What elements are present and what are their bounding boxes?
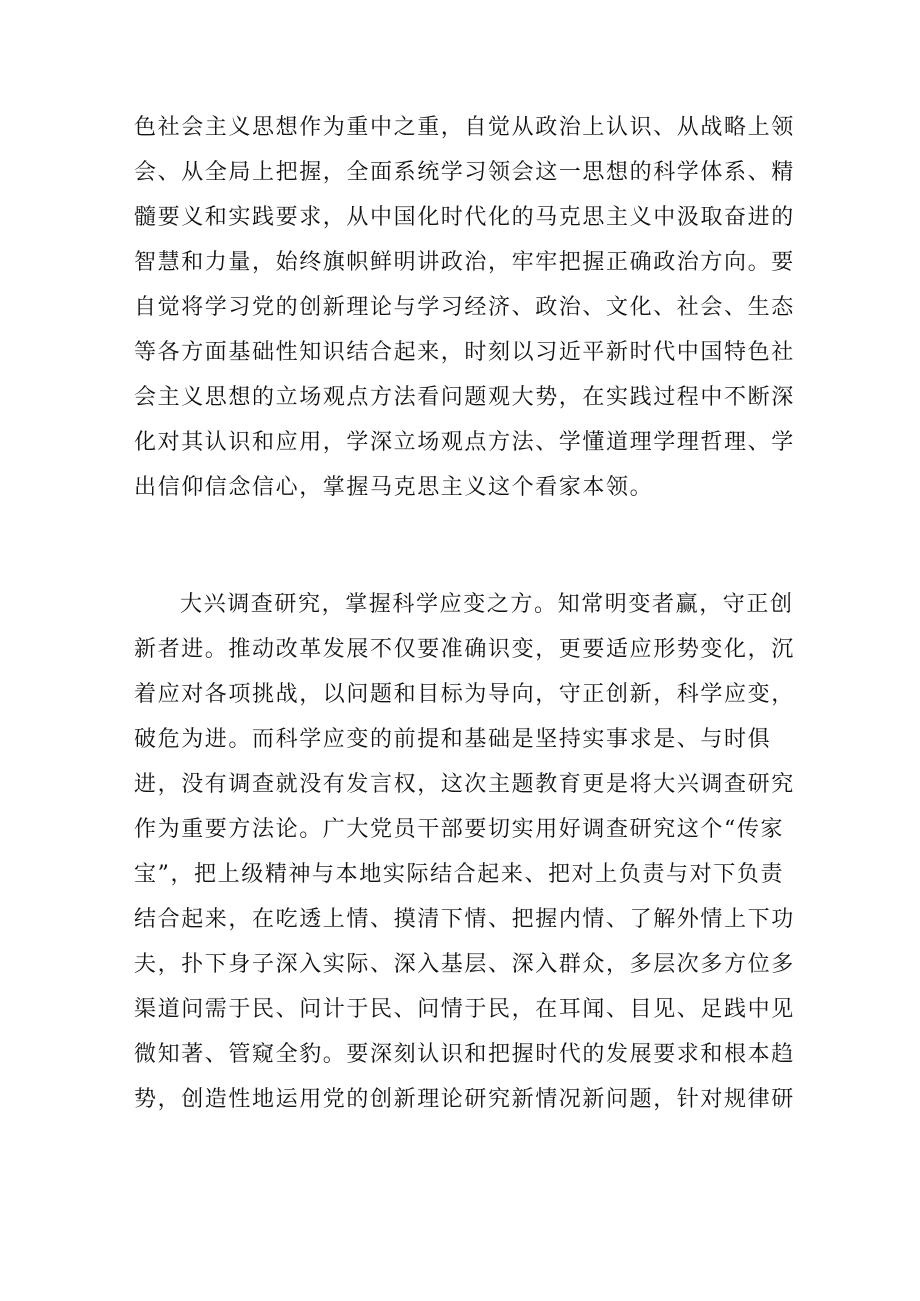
paragraph-line-first: 大兴调查研究，掌握科学应变之方。知常明变者赢，守正创 <box>180 592 794 617</box>
paragraph-line: 智慧和力量，始终旗帜鲜明讲政治，牢牢把握正确政治方向。要 <box>134 250 795 275</box>
paragraph-line: 渠道问需于民、问计于民、问情于民，在耳闻、目见、足践中见 <box>134 997 795 1022</box>
paragraph-line: 出信仰信念信心，掌握马克思主义这个看家本领。 <box>134 475 654 500</box>
paragraph-line: 势，创造性地运用党的创新理论研究新情况新问题，针对规律研 <box>134 1087 795 1112</box>
paragraph-line: 髓要义和实践要求，从中国化时代化的马克思主义中汲取奋进的 <box>134 205 795 230</box>
paragraph-line: 结合起来，在吃透上情、摸清下情、把握内情、了解外情上下功 <box>134 907 795 932</box>
paragraph-line: 着应对各项挑战，以问题和目标为导向，守正创新，科学应变， <box>134 682 795 707</box>
paragraph-line: 作为重要方法论。广大党员干部要切实用好调查研究这个“传家 <box>134 817 785 842</box>
paragraph-line: 新者进。推动改革发展不仅要准确识变，更要适应形势变化，沉 <box>134 637 795 662</box>
paragraph-line: 等各方面基础性知识结合起来，时刻以习近平新时代中国特色社 <box>134 340 795 365</box>
paragraph-line: 进，没有调查就没有发言权，这次主题教育更是将大兴调查研究 <box>134 772 795 797</box>
paragraph-line: 会、从全局上把握，全面系统学习领会这一思想的科学体系、精 <box>134 160 795 185</box>
paragraph-line: 化对其认识和应用，学深立场观点方法、学懂道理学理哲理、学 <box>134 430 795 455</box>
paragraph-line: 夫，扑下身子深入实际、深入基层、深入群众，多层次多方位多 <box>134 952 795 977</box>
paragraph-line: 色社会主义思想作为重中之重，自觉从政治上认识、从战略上领 <box>134 115 795 140</box>
paragraph-line: 破危为进。而科学应变的前提和基础是坚持实事求是、与时俱 <box>134 727 772 752</box>
paragraph-line: 自觉将学习党的创新理论与学习经济、政治、文化、社会、生态 <box>134 295 795 320</box>
paragraph-line: 微知著、管窥全豹。要深刻认识和把握时代的发展要求和根本趋 <box>134 1042 795 1067</box>
paragraph-line: 宝”，把上级精神与本地实际结合起来、把对上负责与对下负责 <box>134 862 785 887</box>
paragraph-line: 会主义思想的立场观点方法看问题观大势，在实践过程中不断深 <box>134 385 795 410</box>
